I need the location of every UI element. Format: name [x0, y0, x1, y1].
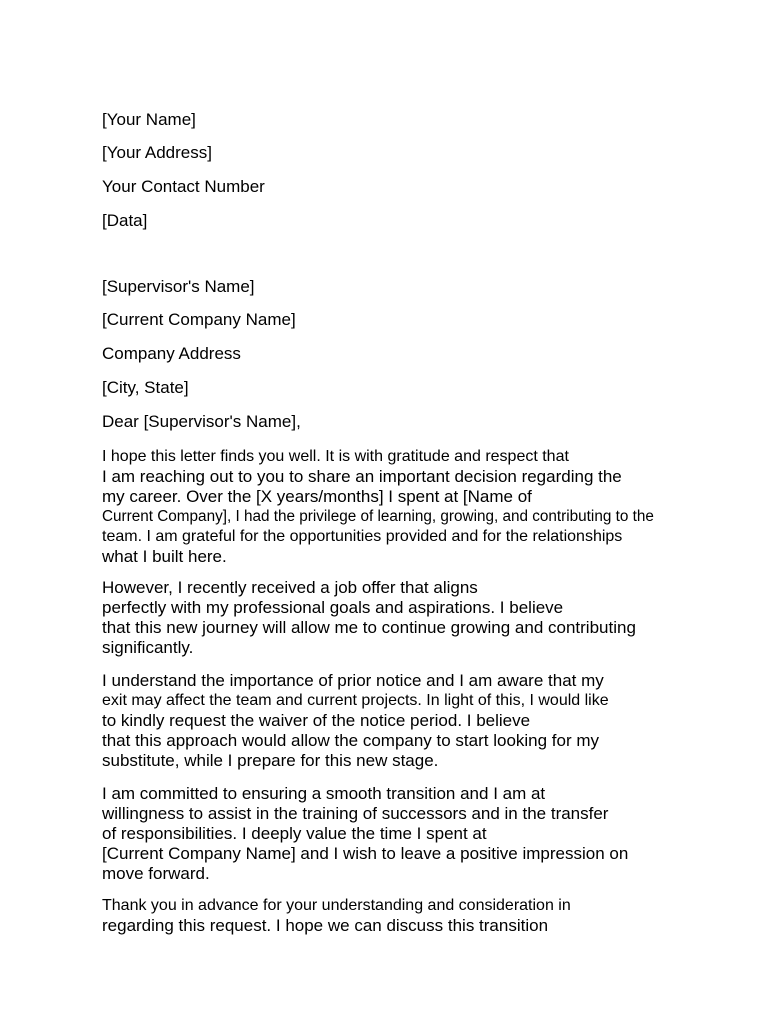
paragraph-intro [102, 447, 722, 567]
paragraph-line: to kindly request the waiver of the notice period. I believe [102, 711, 531, 730]
paragraph-line: that this new journey will allow me to continue growing and contributing [102, 618, 636, 637]
recipient-name: [Supervisor's Name] [102, 277, 255, 296]
paragraph-line: However, I recently received a job offer that aligns [102, 578, 478, 597]
paragraph-job-offer [102, 578, 722, 658]
sender-name: [Your Name] [102, 110, 196, 129]
paragraph-line: I understand the importance of prior notice and I am aware that my [102, 671, 604, 690]
paragraph-line: I hope this letter finds you well. It is with gratitude and respect that [102, 448, 569, 465]
paragraph-line: team. I am grateful for the opportunities provided and for the relationships [102, 528, 623, 545]
letter-date: [Data] [102, 211, 148, 230]
paragraph-line: perfectly with my professional goals and aspirations. I believe [102, 598, 564, 617]
paragraph-line: I am committed to ensuring a smooth transition and I am at [102, 784, 546, 803]
paragraph-line: significantly. [102, 638, 194, 657]
recipient-company: [Current Company Name] [102, 310, 296, 329]
paragraph-line: that this approach would allow the company to start looking for my [102, 731, 600, 750]
paragraph-line: willingness to assist in the training of successors and in the transfer [102, 804, 609, 823]
paragraph-notice-waiver [102, 671, 722, 771]
recipient-city-state: [City, State] [102, 378, 189, 397]
paragraph-line: Thank you in advance for your understanding and consideration in [102, 897, 571, 914]
sender-contact: Your Contact Number [102, 177, 265, 196]
paragraph-line: what I built here. [102, 547, 227, 566]
paragraph-line: [Current Company Name] and I wish to leave a positive impression on [102, 844, 629, 863]
paragraph-closing [102, 896, 722, 936]
paragraph-line: exit may affect the team and current projects. In light of this, I would like [102, 692, 609, 709]
salutation: Dear [Supervisor's Name], [102, 412, 301, 431]
paragraph-line: move forward. [102, 864, 210, 883]
paragraph-line: substitute, while I prepare for this new stage. [102, 751, 439, 770]
sender-address: [Your Address] [102, 143, 212, 162]
paragraph-line: of responsibilities. I deeply value the time I spent at [102, 824, 487, 843]
paragraph-line: Current Company], I had the privilege of learning, growing, and contributing to the [102, 508, 654, 525]
paragraph-transition [102, 784, 722, 884]
recipient-address: Company Address [102, 344, 241, 363]
paragraph-line: regarding this request. I hope we can discuss this transition [102, 916, 549, 935]
paragraph-line: my career. Over the [X years/months] I spent at [Name of [102, 487, 532, 506]
paragraph-line: I am reaching out to you to share an important decision regarding the [102, 467, 622, 486]
